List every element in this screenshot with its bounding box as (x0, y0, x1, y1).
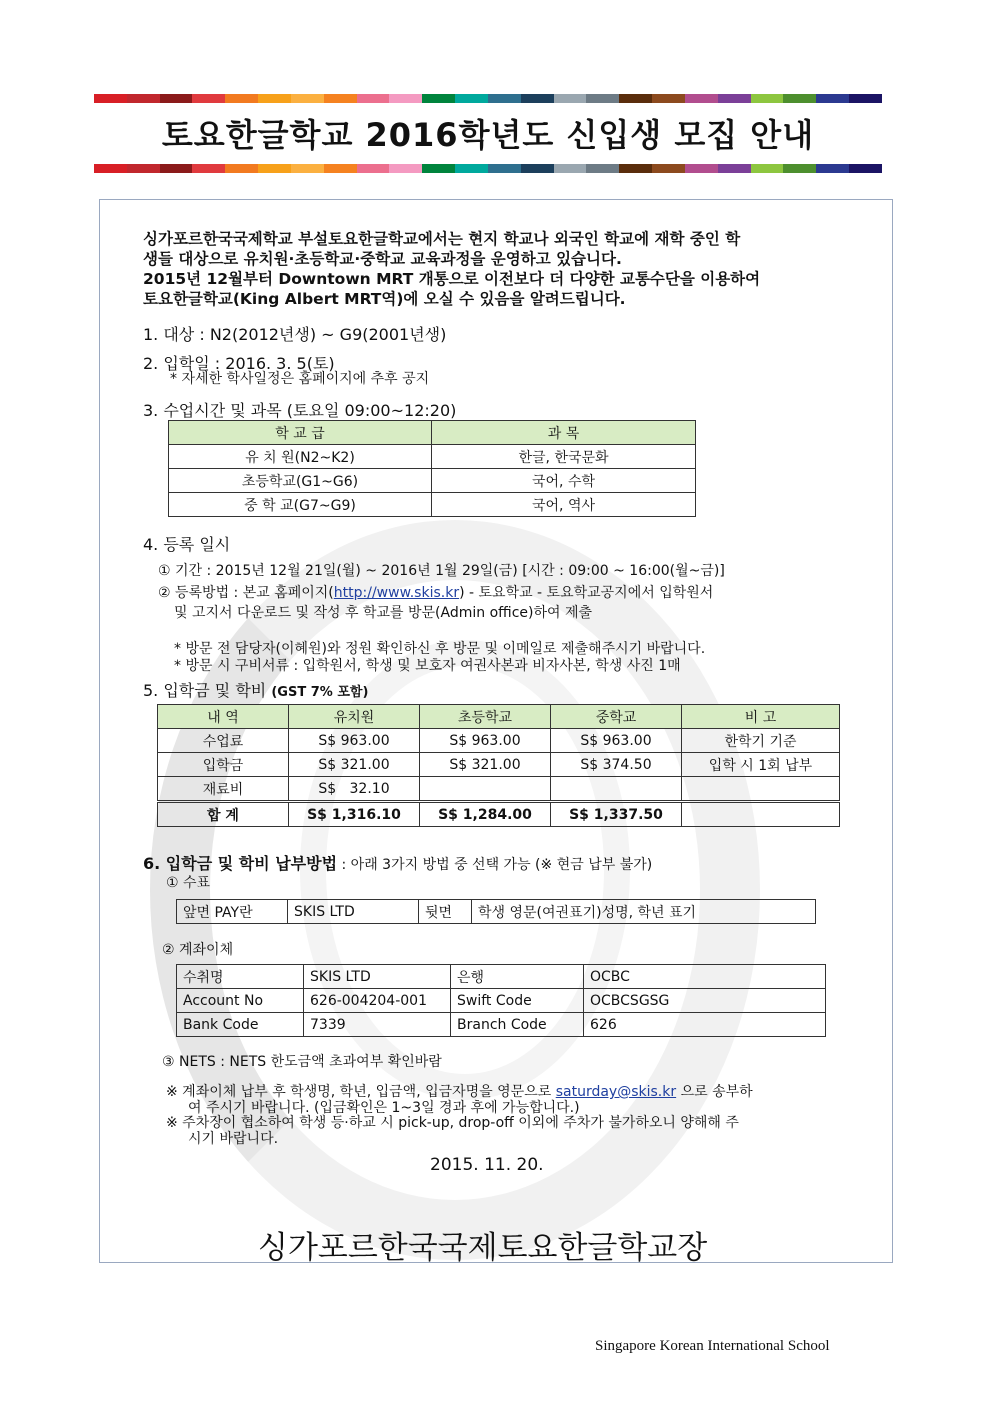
stripe-segment (225, 94, 258, 103)
email-link[interactable]: saturday@skis.kr (555, 1084, 677, 1100)
stripe-segment (291, 164, 324, 173)
stripe-segment (422, 164, 455, 173)
table-header-row (169, 421, 696, 445)
table-row (169, 469, 696, 493)
cell: 앞면 PAY란 (177, 900, 288, 924)
intro-line: 생들 대상으로 유치원·초등학교·중학교 교육과정을 운영하고 있습니다. (143, 250, 622, 268)
cell: 학생 영문(여권표기)성명, 학년 표기 (472, 900, 816, 924)
header-cell: 중학교 (551, 705, 682, 729)
cell: 합 계 (158, 802, 289, 827)
cell: S$ 1,337.50 (551, 802, 682, 827)
stripe-segment (685, 164, 718, 173)
section-6-payment (143, 851, 652, 874)
stripe-segment (258, 94, 291, 103)
fee-table (157, 704, 840, 827)
table-row (169, 493, 696, 517)
stripe-segment (619, 164, 652, 173)
header-cell: 비 고 (682, 705, 840, 729)
section-3-class-time: 3. 수업시간 및 과목 (토요일 09:00~12:20) (143, 401, 457, 420)
cell: 재료비 (158, 777, 289, 802)
stripe-segment (389, 94, 422, 103)
cell: 626-004204-001 (304, 989, 451, 1013)
stripe-segment (258, 164, 291, 173)
stripe-segment (389, 164, 422, 173)
cell: 유 치 원(N2~K2) (169, 445, 432, 469)
stripe-segment (816, 164, 849, 173)
intro-paragraph (143, 229, 760, 309)
stripe-segment (324, 164, 357, 173)
stripe-segment (225, 164, 258, 173)
stripe-segment (849, 164, 882, 173)
stripe-segment (94, 164, 127, 173)
stripe-segment (554, 164, 587, 173)
section-5-fees (143, 678, 368, 701)
cell: S$ 963.00 (420, 729, 551, 753)
table-row (158, 753, 840, 777)
header-cell: 내 역 (158, 705, 289, 729)
cell: 은행 (451, 965, 584, 989)
stripe-segment (685, 94, 718, 103)
cell: 626 (584, 1013, 826, 1037)
stripe-segment (357, 94, 390, 103)
cell: S$ 1,284.00 (420, 802, 551, 827)
stripe-segment (586, 164, 619, 173)
issue-date: 2015. 11. 20. (430, 1155, 544, 1175)
principal-signature: 싱가포르한국국제토요한글학교장 (258, 1230, 708, 1266)
cell: 한학기 기준 (682, 729, 840, 753)
cell: Bank Code (177, 1013, 304, 1037)
cell: S$ 1,316.10 (289, 802, 420, 827)
cell: S$ 963.00 (289, 729, 420, 753)
table-row (177, 989, 826, 1013)
cell: S$ 321.00 (289, 753, 420, 777)
cell: 입학 시 1회 납부 (682, 753, 840, 777)
gst-note: (GST 7% 포함) (271, 685, 369, 700)
cell: Branch Code (451, 1013, 584, 1037)
note-parking-cont: 시기 바랍니다. (188, 1131, 279, 1147)
table-row (158, 729, 840, 753)
registration-period: ① 기간 : 2015년 12월 21일(월) ~ 2016년 1월 29일(금) [시간 : 09:00 ~ 16:00(월~금)] (158, 563, 725, 579)
note-parking: ※ 주차장이 협소하여 학생 등·하교 시 pick-up, drop-off 이외에 주차가 불가하오니 양해해 주 (166, 1115, 739, 1131)
text: 6. 입학금 및 학비 납부방법 (143, 854, 338, 873)
cheque-table (176, 899, 816, 924)
stripe-segment (521, 94, 554, 103)
intro-line: 2015년 12월부터 Downtown MRT 개통으로 이전보다 더 다양한 교통수단을 이용하여 (143, 270, 761, 288)
stripe-segment (718, 94, 751, 103)
stripe-segment (291, 94, 324, 103)
cell: 국어, 수학 (432, 469, 696, 493)
cell: 수업료 (158, 729, 289, 753)
header-cell: 유치원 (289, 705, 420, 729)
table-row (169, 445, 696, 469)
stripe-segment (192, 94, 225, 103)
bottom-color-stripe (94, 164, 882, 173)
cell: 국어, 역사 (432, 493, 696, 517)
stripe-segment (849, 94, 882, 103)
cell: 뒷면 (419, 900, 472, 924)
header-cell: 과 목 (432, 421, 696, 445)
payment-transfer: ② 계좌이체 (162, 942, 234, 958)
cell: S$ 374.50 (551, 753, 682, 777)
cell (682, 802, 840, 827)
cell: 입학금 (158, 753, 289, 777)
stripe-segment (652, 164, 685, 173)
stripe-segment (488, 94, 521, 103)
cell: 수취명 (177, 965, 304, 989)
cell (420, 777, 551, 802)
stripe-segment (751, 94, 784, 103)
stripe-segment (422, 94, 455, 103)
section-2-note: * 자세한 학사일정은 홈페이지에 추후 공지 (170, 371, 430, 387)
cell: S$ 321.00 (420, 753, 551, 777)
cell: Account No (177, 989, 304, 1013)
cell (551, 777, 682, 802)
cell: SKIS LTD (304, 965, 451, 989)
note-documents: * 방문 시 구비서류 : 입학원서, 학생 및 보호자 여권사본과 비자사본, 학생 사진 1매 (174, 658, 681, 674)
bank-table (176, 964, 826, 1037)
total-row (158, 802, 840, 827)
stripe-segment (455, 94, 488, 103)
cell: 7339 (304, 1013, 451, 1037)
table-row (158, 777, 840, 802)
header-cell: 학 교 급 (169, 421, 432, 445)
stripe-segment (783, 94, 816, 103)
table-row (177, 900, 816, 924)
cell: OCBCSGSG (584, 989, 826, 1013)
stripe-segment (652, 94, 685, 103)
cell: S$ 963.00 (551, 729, 682, 753)
text: : 아래 3가지 방법 중 선택 가능 (※ 현금 납부 불가) (337, 857, 653, 873)
text: 5. 입학금 및 학비 (143, 681, 267, 700)
stripe-segment (751, 164, 784, 173)
note-visit: * 방문 전 담당자(이혜원)와 정원 확인하신 후 방문 및 이메일로 제출해주시기 바랍니다. (174, 641, 706, 657)
table-row (177, 1013, 826, 1037)
stripe-segment (521, 164, 554, 173)
table-row (177, 965, 826, 989)
top-color-stripe (94, 94, 882, 103)
stripe-segment (192, 164, 225, 173)
subjects-table (168, 420, 696, 517)
stripe-segment (488, 164, 521, 173)
stripe-segment (324, 94, 357, 103)
homepage-link[interactable]: http://www.skis.kr (333, 585, 460, 601)
text: ) - 토요학교 - 토요학교공지에서 입학원서 (459, 585, 714, 601)
stripe-segment (94, 94, 127, 103)
cell: Swift Code (451, 989, 584, 1013)
stripe-segment (357, 164, 390, 173)
payment-cheque: ① 수표 (166, 875, 211, 891)
cell: OCBC (584, 965, 826, 989)
section-2-admission-date: 2. 입학일 : 2016. 3. 5(토) (143, 354, 335, 373)
cell (682, 777, 840, 802)
table-header-row (158, 705, 840, 729)
stripe-segment (816, 94, 849, 103)
stripe-segment (783, 164, 816, 173)
section-1-target: 1. 대상 : N2(2012년생) ~ G9(2001년생) (143, 325, 447, 344)
header-cell: 초등학교 (420, 705, 551, 729)
intro-line: 토요한글학교(King Albert MRT역)에 오실 수 있음을 알려드립니다. (143, 290, 626, 308)
stripe-segment (718, 164, 751, 173)
stripe-segment (455, 164, 488, 173)
note-transfer-cont: 여 주시기 바랍니다. (입금확인은 1~3일 경과 후에 가능합니다.) (188, 1100, 580, 1116)
stripe-segment (160, 164, 193, 173)
text: ※ 계좌이체 납부 후 학생명, 학년, 입금액, 입금자명을 영문으로 (166, 1084, 556, 1100)
stripe-segment (127, 164, 160, 173)
intro-line: 싱가포르한국국제학교 부설토요한글학교에서는 현지 학교나 외국인 학교에 재학 중인 학 (143, 230, 741, 248)
cell: SKIS LTD (288, 900, 419, 924)
text: 으로 송부하 (676, 1084, 753, 1100)
page-title: 토요한글학교 2016학년도 신입생 모집 안내 (161, 116, 815, 154)
cell: S$ 32.10 (289, 777, 420, 802)
cell: 한글, 한국문화 (432, 445, 696, 469)
registration-method-cont: 및 고지서 다운로드 및 작성 후 학교를 방문(Admin office)하여 제출 (174, 605, 593, 621)
stripe-segment (127, 94, 160, 103)
text: ② 등록방법 : 본교 홈페이지( (158, 585, 334, 601)
stripe-segment (586, 94, 619, 103)
cell: 중 학 교(G7~G9) (169, 493, 432, 517)
footer-school-name: Singapore Korean International School (595, 1338, 830, 1354)
stripe-segment (160, 94, 193, 103)
stripe-segment (619, 94, 652, 103)
registration-method (158, 582, 713, 602)
stripe-segment (554, 94, 587, 103)
section-4-registration: 4. 등록 일시 (143, 535, 231, 554)
payment-nets: ③ NETS : NETS 한도금액 초과여부 확인바람 (162, 1054, 442, 1070)
cell: 초등학교(G1~G6) (169, 469, 432, 493)
